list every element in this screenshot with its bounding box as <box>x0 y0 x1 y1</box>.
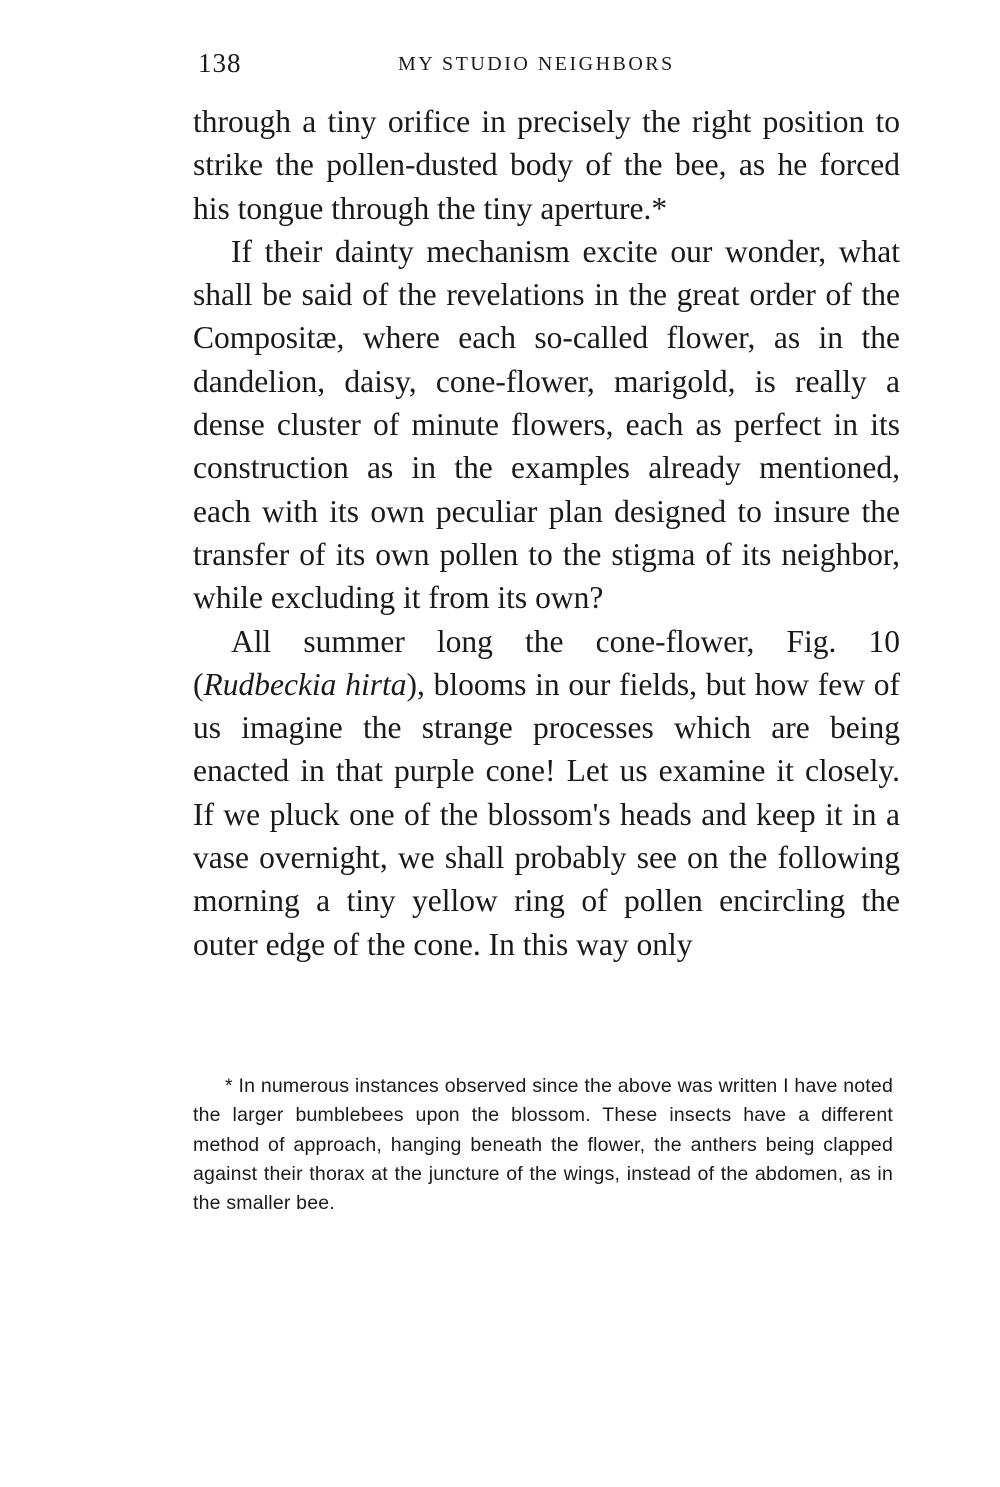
paragraph-compositae: If their dainty mechanism excite our wonder, what shall be said of the revelations in the great order of the Compositæ, where each so-called flower, as in the dandelion, daisy, cone-flower, marigold, is really a dense cluster of minute flowers, each as perfect in its construction as in the examples already mentioned, each with its own peculiar plan designed to insure the transfer of its own pollen to the stigma of its neighbor, while excluding it from its own? <box>193 233 900 616</box>
running-head <box>192 48 900 84</box>
footnote <box>193 1072 893 1218</box>
running-title: MY STUDIO NEIGHBORS <box>398 53 675 75</box>
paragraph-cone-flower <box>193 620 900 966</box>
footnote-text: * In numerous instances observed since the above was written I have noted the larger bumblebees upon the blossom. These insects have a different method of approach, hanging beneath the flower, the anthers being clapped against their thorax at the juncture of the wings, instead of the abdomen, as in the smaller bee. <box>193 1075 893 1215</box>
species-name: Rudbeckia hirta <box>203 666 407 702</box>
body-text <box>193 100 900 966</box>
page-number: 138 <box>198 48 242 78</box>
paragraph-cone-flower-start: All summer long the cone-flower, Fig. 10 ( <box>193 623 900 702</box>
paragraph-cone-flower-rest: ), blooms in our fields, but how few of us imagine the strange processes which are being enacted in that purple cone! Let us examine it closely. If we pluck one of the blossom's heads and keep it in a vase overnight, we shall probably see on the following morning a tiny yellow ring of pollen encircling the outer edge of the cone. In this way only <box>193 666 901 962</box>
paragraph-continuation: through a tiny orifice in precisely the right position to strike the pollen-dusted body of the bee, as he forced his tongue through the tiny aperture.* <box>193 104 900 226</box>
